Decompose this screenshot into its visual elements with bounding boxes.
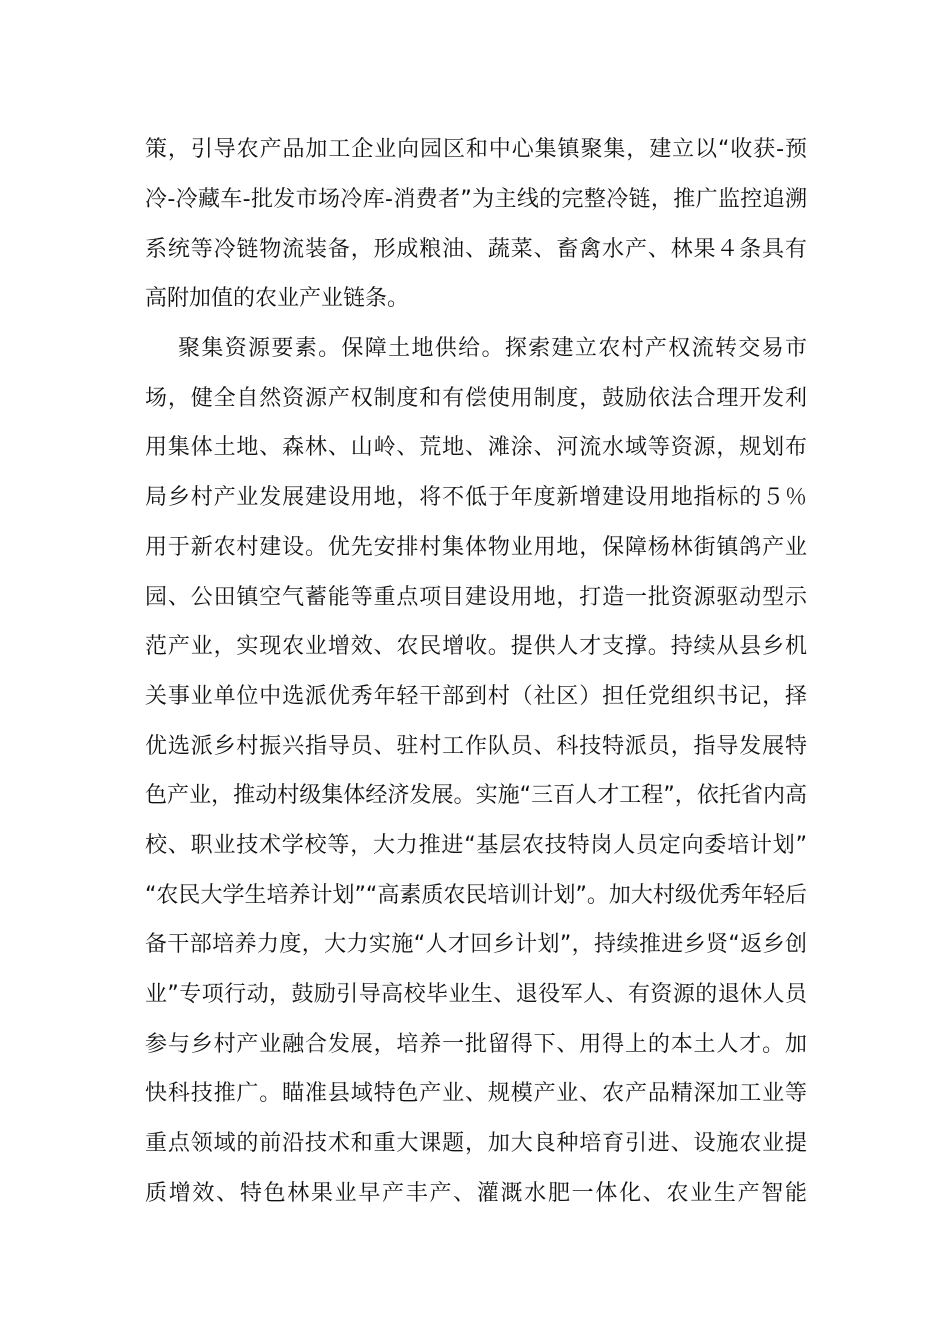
paragraph-2-line-13: 备干部培养力度，大力实施“人才回乡计划”，持续推进乡贤“返乡创: [145, 932, 807, 957]
paragraph-2-line-5: 用于新农村建设。优先安排村集体物业用地，保障杨林街镇鸽产业: [145, 535, 807, 560]
paragraph-2-line-8: 关事业单位中选派优秀年轻干部到村（社区）担任党组织书记，择: [145, 684, 807, 709]
paragraph-2-line-17: 重点领域的前沿技术和重大课题，加大良种培育引进、设施农业提: [145, 1131, 807, 1156]
paragraph-2-line-1: 聚集资源要素。保障土地供给。探索建立农村产权流转交易市: [178, 336, 807, 361]
paragraph-2-line-9: 优选派乡村振兴指导员、驻村工作队员、科技特派员，指导发展特: [145, 734, 807, 759]
paragraph-2-line-12: “农民大学生培养计划”“高素质农民培训计划”。加大村级优秀年轻后: [145, 883, 807, 908]
paragraph-2-line-7: 范产业，实现农业增效、农民增收。提供人才支撑。持续从县乡机: [145, 634, 807, 659]
paragraph-2-line-11: 校、职业技术学校等，大力推进“基层农技特岗人员定向委培计划”: [145, 833, 807, 858]
paragraph-1-line-2: 冷-冷藏车-批发市场冷库-消费者”为主线的完整冷链，推广监控追溯: [145, 187, 807, 212]
paragraph-2-line-2: 场，健全自然资源产权制度和有偿使用制度，鼓励依法合理开发利: [145, 386, 807, 411]
paragraph-2-line-14: 业”专项行动，鼓励引导高校毕业生、退役军人、有资源的退休人员: [145, 982, 807, 1007]
paragraph-2-line-6: 园、公田镇空气蓄能等重点项目建设用地，打造一批资源驱动型示: [145, 585, 807, 610]
paragraph-1-line-1: 策，引导农产品加工企业向园区和中心集镇聚集，建立以“收获-预: [145, 137, 807, 162]
paragraph-2-line-4: 局乡村产业发展建设用地，将不低于年度新增建设用地指标的５％: [145, 485, 807, 510]
paragraph-2-line-3: 用集体土地、森林、山岭、荒地、滩涂、河流水域等资源，规划布: [145, 435, 807, 460]
paragraph-2-line-18: 质增效、特色林果业早产丰产、灌溉水肥一体化、农业生产智能: [145, 1181, 807, 1206]
paragraph-2-line-10: 色产业，推动村级集体经济发展。实施“三百人才工程”，依托省内高: [145, 783, 807, 808]
paragraph-2-line-16: 快科技推广。瞄准县域特色产业、规模产业、农产品精深加工业等: [145, 1081, 807, 1106]
paragraph-1-line-3: 系统等冷链物流装备，形成粮油、蔬菜、畜禽水产、林果４条具有: [145, 237, 807, 262]
paragraph-1-line-4: 高附加值的农业产业链条。: [145, 286, 410, 311]
paragraph-2-line-15: 参与乡村产业融合发展，培养一批留得下、用得上的本土人才。加: [145, 1032, 807, 1057]
